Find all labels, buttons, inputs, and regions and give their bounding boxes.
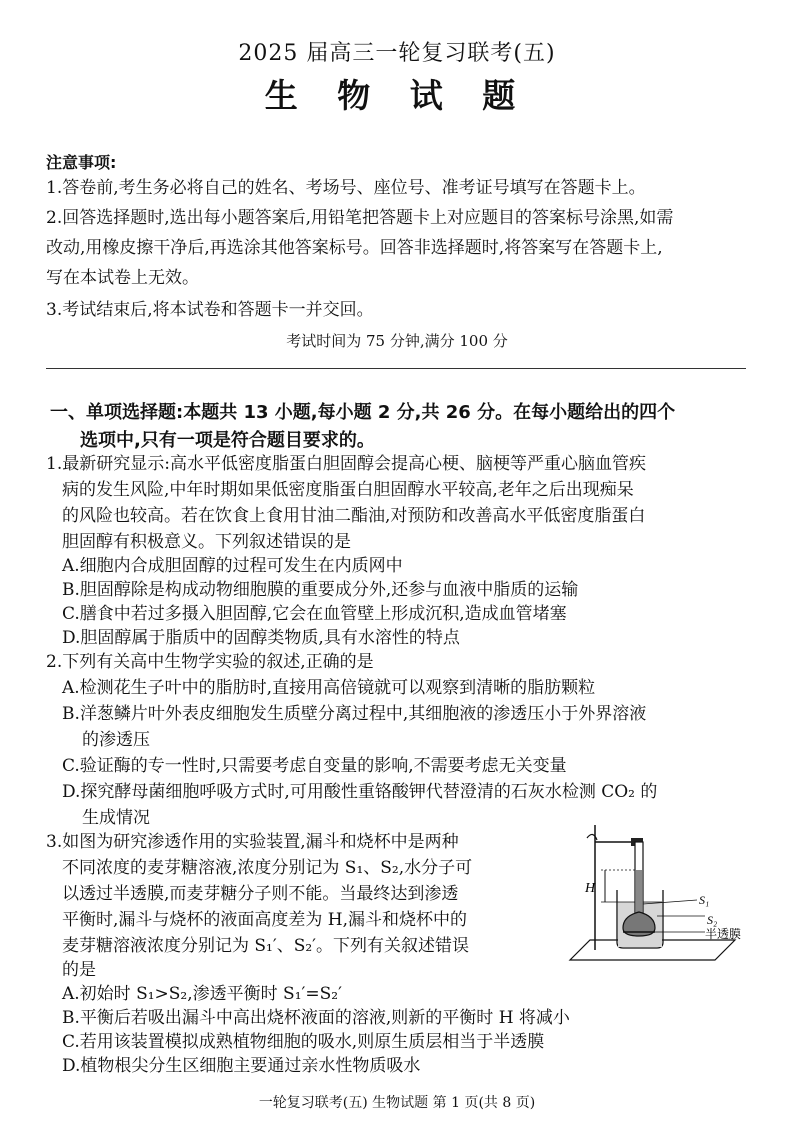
q3-stem: 麦芽糖溶液浓度分别记为 S₁′、S₂′。下列有关叙述错误 <box>62 936 470 956</box>
divider <box>46 368 746 369</box>
q3-stem: 3.如图为研究渗透作用的实验装置,漏斗和烧杯中是两种 <box>46 832 459 852</box>
q3-stem: 平衡时,漏斗与烧杯的液面高度差为 H,漏斗和烧杯中的 <box>62 910 468 930</box>
q1-option-c: C.膳食中若过多摄入胆固醇,它会在血管壁上形成沉积,造成血管堵塞 <box>62 604 567 624</box>
section-heading-cont: 选项中,只有一项是符合题目要求的。 <box>80 430 375 451</box>
q1-stem: 病的发生风险,中年时期如果低密度脂蛋白胆固醇水平较高,老年之后出现痴呆 <box>62 480 634 500</box>
q1-option-a: A.细胞内合成胆固醇的过程可发生在内质网中 <box>62 556 403 576</box>
exam-title: 2025 届高三一轮复习联考(五) <box>238 41 556 66</box>
label-h: H <box>585 881 596 896</box>
label-s2: S₂ <box>707 913 718 927</box>
label-membrane: 半透膜 <box>705 927 742 941</box>
q3-option-a: A.初始时 S₁>S₂,渗透平衡时 S₁′=S₂′ <box>62 984 342 1004</box>
q3-option-b: B.平衡后若吸出漏斗中高出烧杯液面的溶液,则新的平衡时 H 将减小 <box>62 1008 570 1028</box>
q1-option-b: B.胆固醇除是构成动物细胞膜的重要成分外,还参与血液中脂质的运输 <box>62 580 579 600</box>
q3-stem: 的是 <box>62 960 96 980</box>
q2-option-d: D.探究酵母菌细胞呼吸方式时,可用酸性重铬酸钾代替澄清的石灰水检测 CO₂ 的 <box>62 782 658 802</box>
q1-stem: 胆固醇有积极意义。下列叙述错误的是 <box>62 532 351 552</box>
q3-stem: 不同浓度的麦芽糖溶液,浓度分别记为 S₁、S₂,水分子可 <box>62 858 473 878</box>
osmosis-apparatus-diagram <box>565 820 765 970</box>
notice-line: 改动,用橡皮擦干净后,再选涂其他答案标号。回答非选择题时,将答案写在答题卡上, <box>46 238 663 258</box>
notice-line: 1.答卷前,考生务必将自己的姓名、考场号、座位号、准考证号填写在答题卡上。 <box>46 178 646 198</box>
q3-option-c: C.若用该装置模拟成熟植物细胞的吸水,则原生质层相当于半透膜 <box>62 1032 545 1052</box>
subject-title: 生 物 试 题 <box>264 76 530 115</box>
notice-heading: 注意事项: <box>46 153 117 172</box>
notice-line: 写在本试卷上无效。 <box>46 268 199 288</box>
q2-option-d-cont: 生成情况 <box>82 808 150 828</box>
q1-stem: 的风险也较高。若在饮食上食用甘油二酯油,对预防和改善高水平低密度脂蛋白 <box>62 506 646 526</box>
q1-option-d: D.胆固醇属于脂质中的固醇类物质,具有水溶性的特点 <box>62 628 460 648</box>
q2-option-c: C.验证酶的专一性时,只需要考虑自变量的影响,不需要考虑无关变量 <box>62 756 567 776</box>
q1-stem: 1.最新研究显示:高水平低密度脂蛋白胆固醇会提高心梗、脑梗等严重心脑血管疾 <box>46 454 646 474</box>
q3-option-d: D.植物根尖分生区细胞主要通过亲水性物质吸水 <box>62 1056 421 1076</box>
q2-option-b-cont: 的渗透压 <box>82 730 150 750</box>
q3-stem: 以透过半透膜,而麦芽糖分子则不能。当最终达到渗透 <box>62 884 459 904</box>
q2-option-b: B.洋葱鳞片叶外表皮细胞发生质壁分离过程中,其细胞液的渗透压小于外界溶液 <box>62 704 647 724</box>
label-s1: S₁ <box>699 893 710 907</box>
section-heading: 一、单项选择题:本题共 13 小题,每小题 2 分,共 26 分。在每小题给出的四个 <box>50 402 676 423</box>
exam-time-info: 考试时间为 75 分钟,满分 100 分 <box>286 332 508 350</box>
q2-stem: 2.下列有关高中生物学实验的叙述,正确的是 <box>46 652 374 672</box>
notice-line: 2.回答选择题时,选出每小题答案后,用铅笔把答题卡上对应题目的答案标号涂黑,如需 <box>46 208 674 228</box>
tube-solution <box>636 870 642 915</box>
notice-line: 3.考试结束后,将本试卷和答题卡一并交回。 <box>46 300 374 320</box>
page-footer: 一轮复习联考(五) 生物试题 第 1 页(共 8 页) <box>258 1095 536 1111</box>
q2-option-a: A.检测花生子叶中的脂肪时,直接用高倍镜就可以观察到清晰的脂肪颗粒 <box>62 678 596 698</box>
